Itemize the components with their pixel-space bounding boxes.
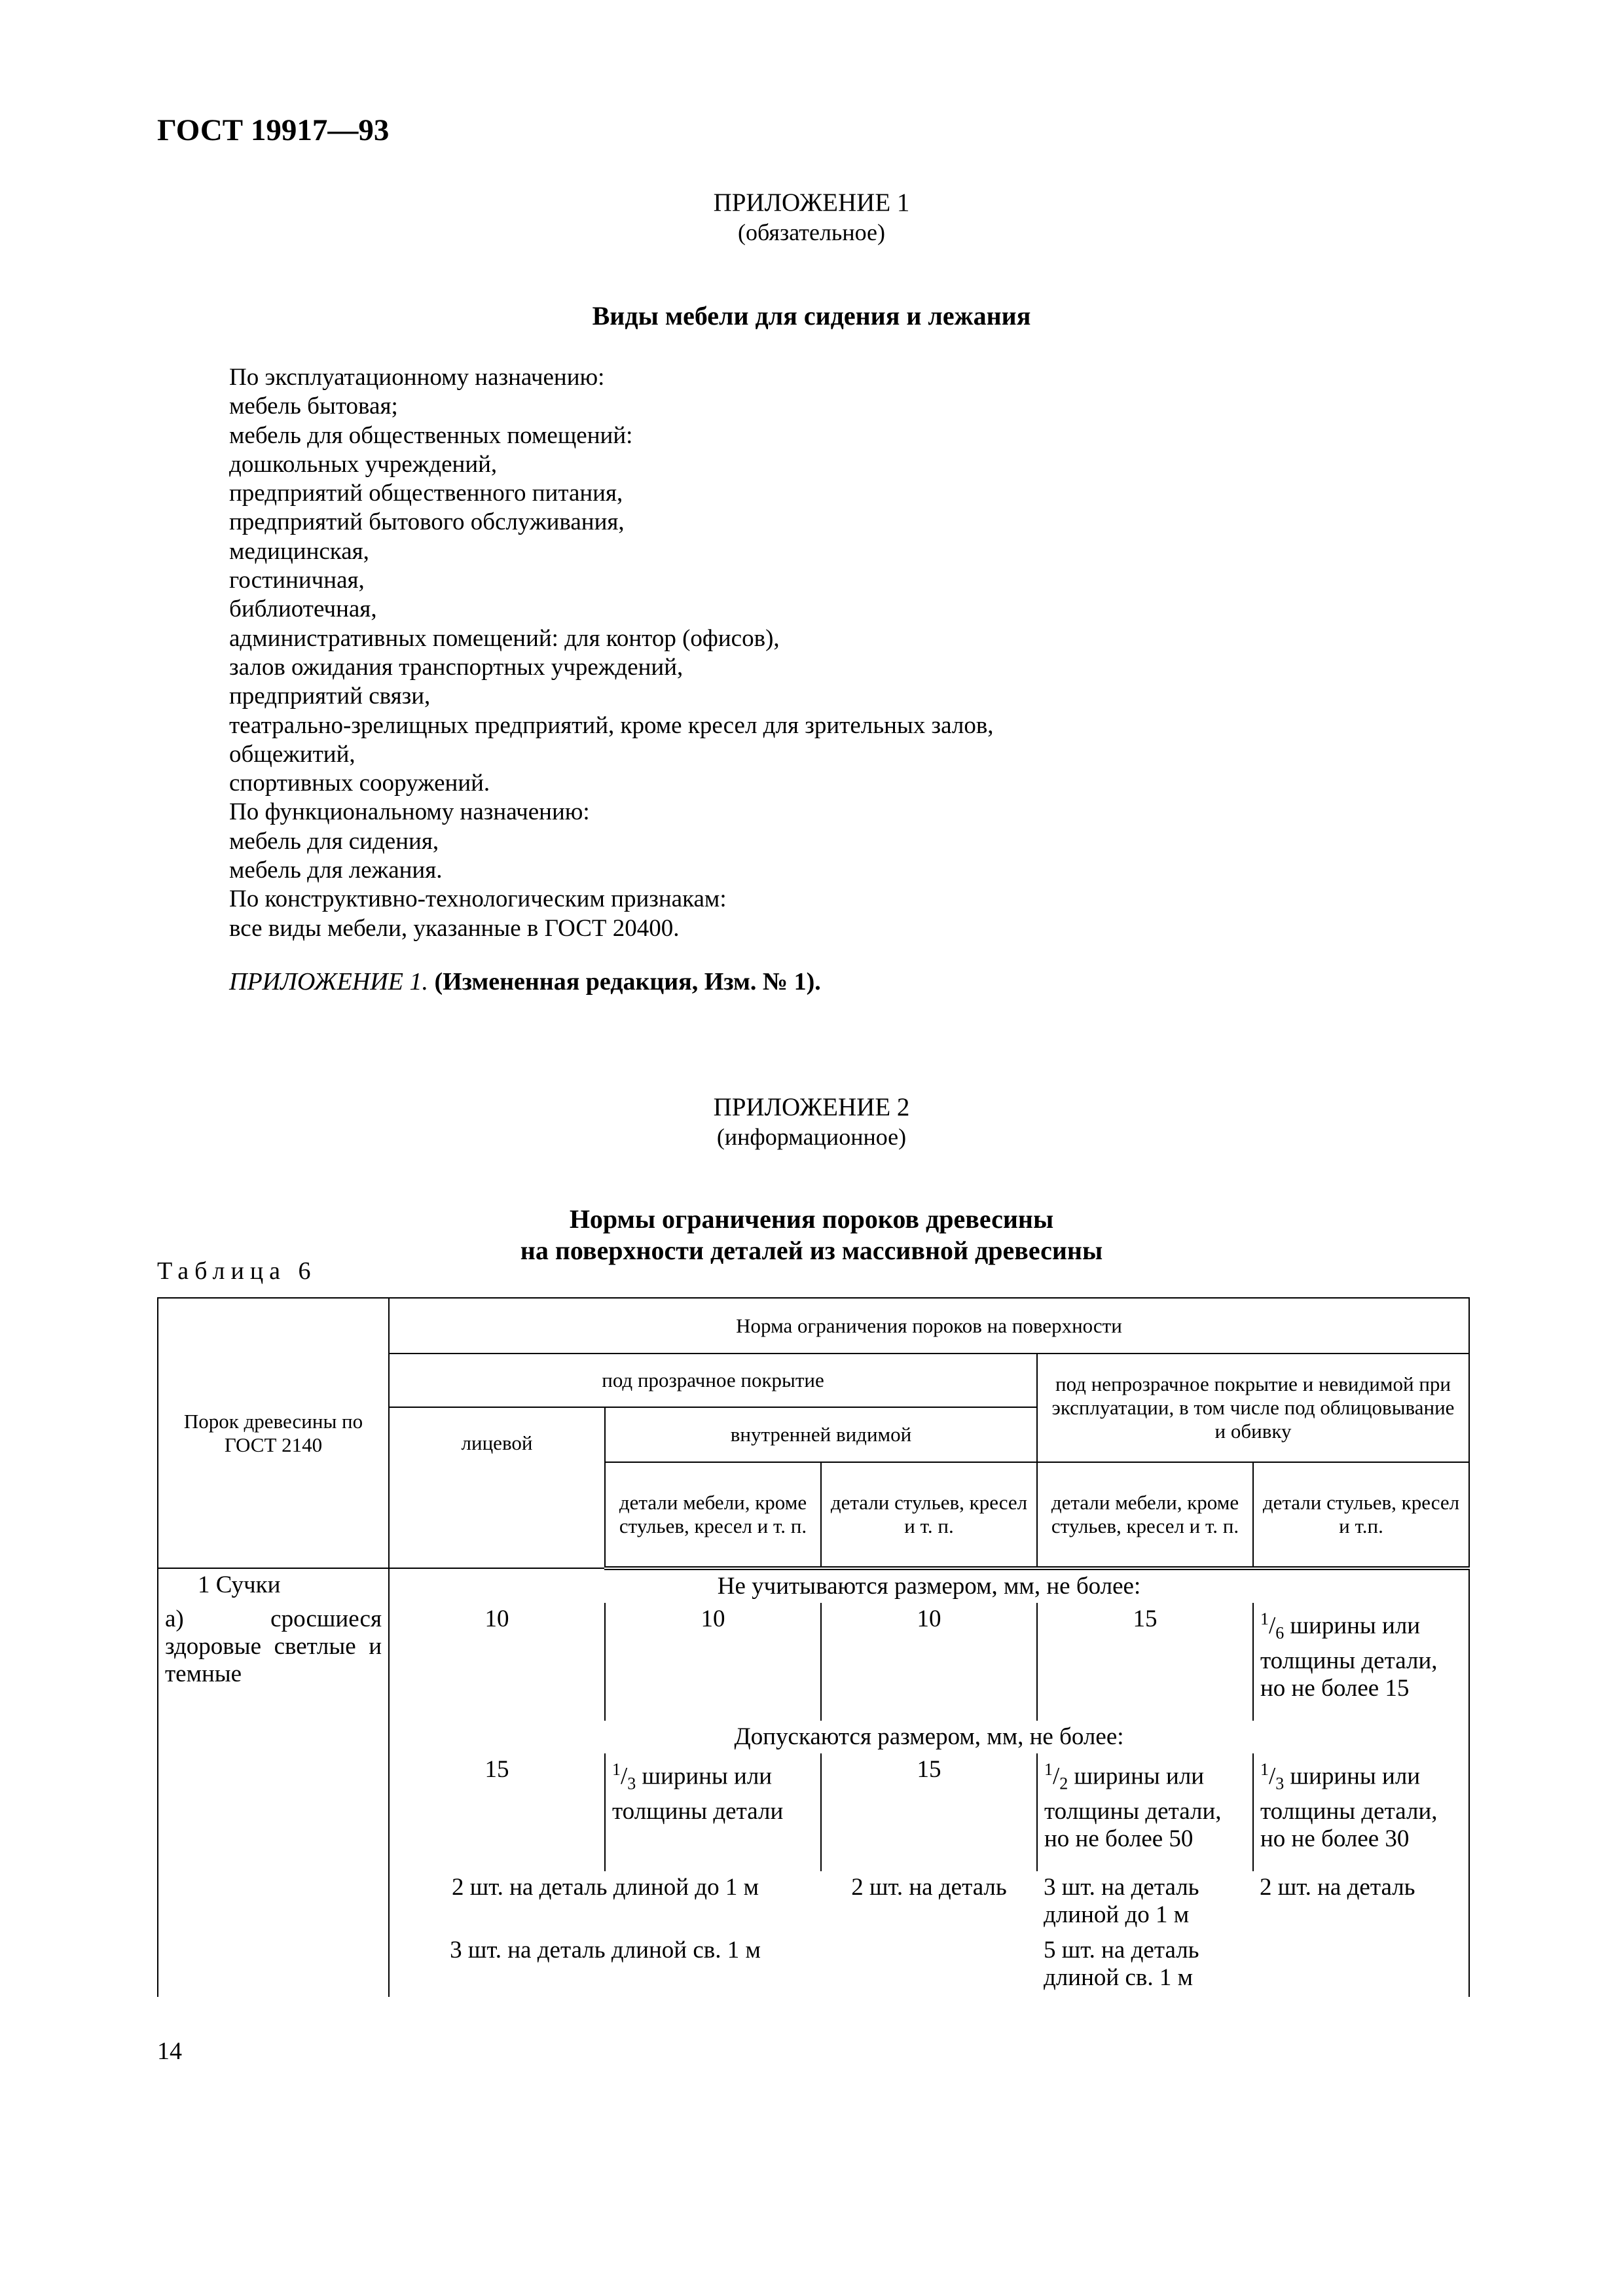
list-line: мебель для сидения, <box>229 827 439 855</box>
list-line: По эксплуатационному назначению: <box>229 364 605 391</box>
table-caption: Таблица 6 <box>157 1257 317 1285</box>
header-furniture-parts-opaque: детали мебели, кроме стульев, кресел и т. п. <box>1037 1462 1253 1568</box>
al-opaque-furniture-value: $^1/_2$ ширины или толщины детали, но не более 50 <box>1037 1753 1253 1871</box>
row-not-counted: Не учитываются размером, мм, не более: <box>389 1568 1469 1603</box>
list-line: театрально-зрелищных предприятий, кроме кресел для зрительных залов, <box>229 711 994 739</box>
list-line: спортивных сооружений. <box>229 770 490 797</box>
fraction-text: ширины или толщины детали, но не более 30 <box>1260 1763 1438 1852</box>
al-face-value: 15 <box>389 1753 605 1871</box>
list-line: все виды мебели, указанные в ГОСТ 20400. <box>229 914 680 942</box>
header-inner: внутренней видимой <box>605 1407 1037 1462</box>
count-row1-opaque-furniture: 3 шт. на деталь длиной до 1 м <box>1044 1874 1199 1928</box>
fraction-text: ширины или толщины детали, но не более 15 <box>1260 1612 1438 1702</box>
appendix-1-status: (обязательное) <box>738 219 885 245</box>
nc-inner-chair-value: 10 <box>821 1603 1037 1721</box>
defects-table <box>157 1297 1470 1997</box>
appendix-2-title: ПРИЛОЖЕНИЕ 2 <box>713 1093 910 1121</box>
header-opaque: под непрозрачное покрытие и невидимой при эксплуатации, в том числе под облицовывание и обивку <box>1037 1354 1469 1462</box>
nc-inner-furniture-value: 10 <box>605 1603 821 1721</box>
nc-face-value: 10 <box>389 1603 605 1721</box>
count-row1-opaque-chair: 2 шт. на деталь <box>1253 1871 1469 1934</box>
list-line: предприятий бытового обслуживания, <box>229 509 625 536</box>
list-line: По функциональному назначению: <box>229 798 590 826</box>
fraction-text: ширины или толщины детали <box>612 1763 784 1825</box>
list-line: библиотечная, <box>229 596 377 623</box>
list-line: административных помещений: для контор (офисов), <box>229 624 780 652</box>
appendix-2-heading-line2: на поверхности деталей из массивной древесины <box>520 1236 1103 1265</box>
list-line: общежитий, <box>229 740 356 768</box>
header-face: лицевой <box>389 1407 605 1568</box>
count-row2-opaque-chair-empty <box>1253 1934 1469 1997</box>
header-chair-parts-opaque: детали стульев, кресел и т.п. <box>1253 1462 1469 1568</box>
appendix-1-heading: Виды мебели для сидения и лежания <box>592 301 1031 331</box>
row-allowed: Допускаются размером, мм, не более: <box>389 1721 1469 1753</box>
row-knots-label: 1 Сучки <box>158 1568 389 1603</box>
appendix-2-status: (информационное) <box>716 1124 907 1150</box>
document-code: ГОСТ 19917—93 <box>157 113 390 147</box>
list-line: медицинская, <box>229 537 369 565</box>
fraction-denominator: 2 <box>1059 1774 1068 1793</box>
fraction-text: ширины или толщины детали, но не более 50 <box>1044 1763 1222 1852</box>
header-transparent: под прозрачное покрытие <box>389 1354 1037 1407</box>
list-line: мебель бытовая; <box>229 393 398 420</box>
amendment-ref: ПРИЛОЖЕНИЕ 1. <box>229 968 428 996</box>
appendix-1-title: ПРИЛОЖЕНИЕ 1 <box>713 188 910 217</box>
fraction-denominator: 6 <box>1275 1623 1285 1643</box>
count-row1-inner-chair: 2 шт. на деталь <box>851 1874 1007 1901</box>
list-line: По конструктивно-технологическим признакам: <box>229 886 727 913</box>
list-line: мебель для общественных помещений: <box>229 422 633 449</box>
row-item-a: а) сросшиеся здоровые светлые и темные <box>158 1603 389 1997</box>
al-opaque-chair-value: $^1/_3$ ширины или толщины детали, но не более 30 <box>1253 1753 1469 1871</box>
appendix-2-heading-line1: Нормы ограничения пороков древесины <box>569 1204 1054 1234</box>
fraction-numerator: 1 <box>612 1760 621 1779</box>
list-line: гостиничная, <box>229 567 365 594</box>
list-line: дошкольных учреждений, <box>229 450 498 478</box>
count-row2-face-inner: 3 шт. на деталь длиной св. 1 м <box>450 1937 761 1964</box>
al-inner-furniture-value: $^1/_3$ ширины или толщины детали <box>605 1753 821 1871</box>
count-row2-inner-chair-empty <box>821 1934 1037 1997</box>
nc-opaque-chair-value: $^1/_6$ ширины или толщины детали, но не более 15 <box>1253 1603 1469 1721</box>
al-inner-chair-value: 15 <box>821 1753 1037 1871</box>
amendment-text: (Измененная редакция, Изм. № 1). <box>434 968 821 996</box>
list-line: предприятий связи, <box>229 683 431 710</box>
fraction-denominator: 3 <box>1275 1774 1285 1793</box>
fraction-numerator: 1 <box>1260 1760 1269 1779</box>
fraction-numerator: 1 <box>1044 1760 1053 1779</box>
list-line: мебель для лежания. <box>229 857 443 884</box>
count-row2-opaque-furniture: 5 шт. на деталь длиной св. 1 м <box>1044 1937 1199 1991</box>
fraction-denominator: 3 <box>627 1774 636 1793</box>
header-norm: Норма ограничения пороков на поверхности <box>389 1298 1469 1354</box>
header-defect: Порок древесины по ГОСТ 2140 <box>158 1298 389 1568</box>
list-line: залов ожидания транспортных учреждений, <box>229 653 684 681</box>
nc-opaque-furniture-value: 15 <box>1037 1603 1253 1721</box>
header-furniture-parts: детали мебели, кроме стульев, кресел и т. п. <box>605 1462 821 1568</box>
page-number: 14 <box>157 2037 182 2065</box>
list-line: предприятий общественного питания, <box>229 480 623 507</box>
count-row1-face-inner: 2 шт. на деталь длиной до 1 м <box>452 1874 759 1901</box>
fraction-numerator: 1 <box>1260 1609 1269 1628</box>
header-chair-parts: детали стульев, кресел и т. п. <box>821 1462 1037 1568</box>
amendment-note <box>229 967 821 996</box>
furniture-types-list <box>229 363 994 943</box>
